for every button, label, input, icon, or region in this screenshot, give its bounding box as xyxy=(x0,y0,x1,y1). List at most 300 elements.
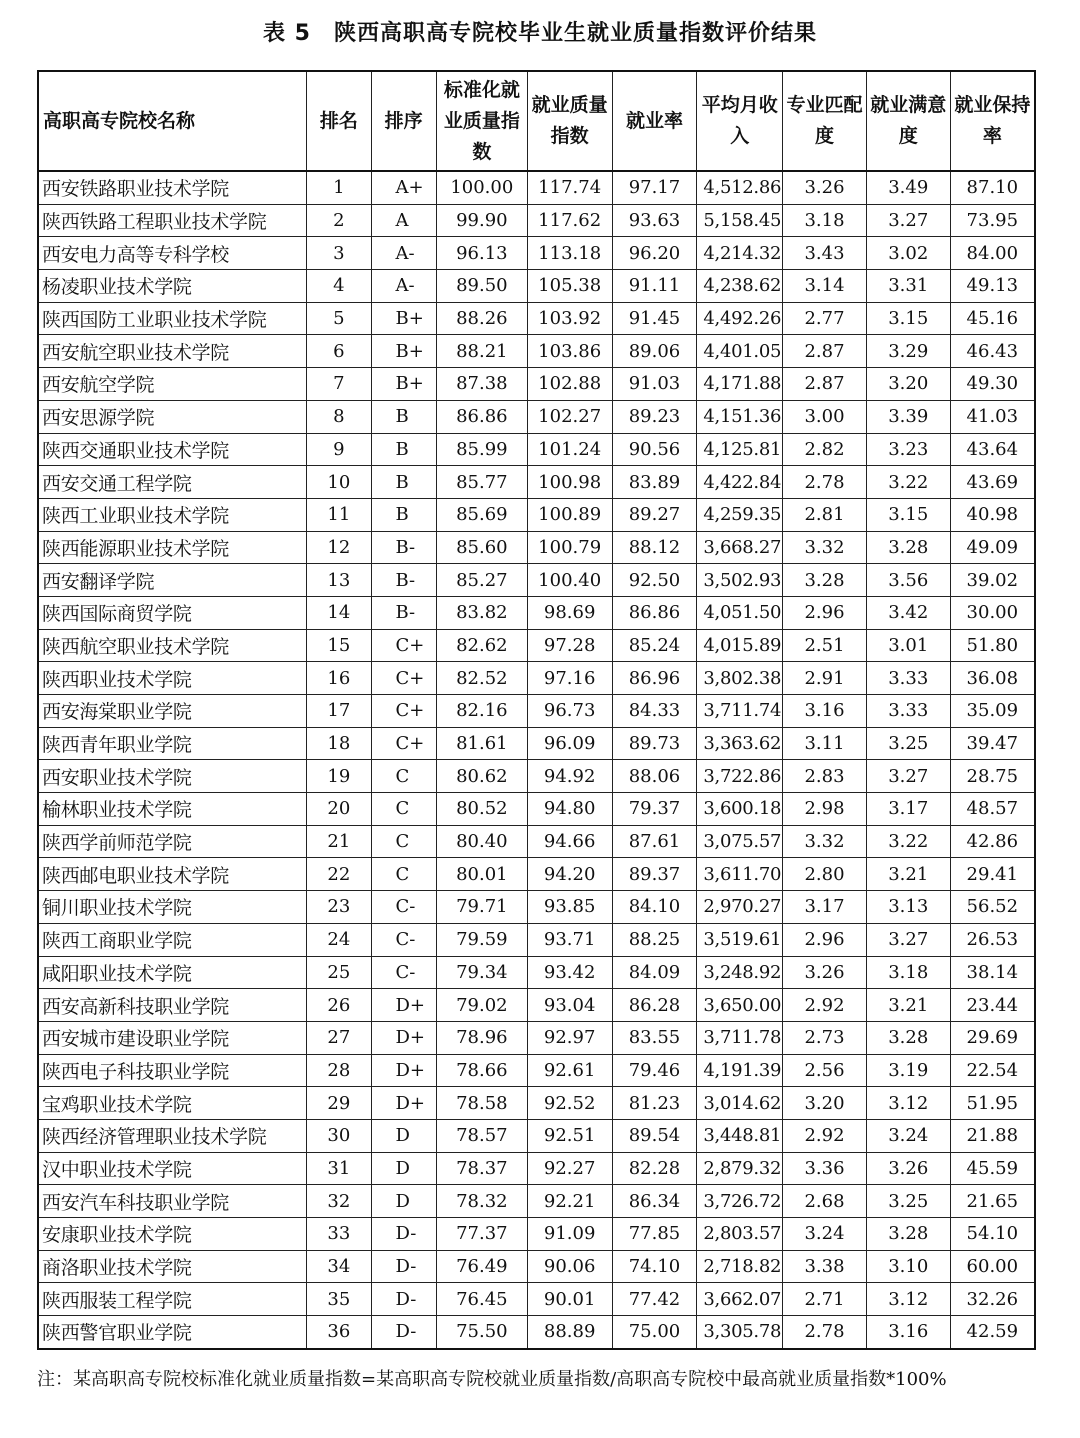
cell-satisfaction: 3.10 xyxy=(866,1250,950,1283)
cell-retention: 49.13 xyxy=(950,270,1035,303)
cell-employment-rate: 86.96 xyxy=(612,662,697,695)
cell-standardized-index: 80.52 xyxy=(436,793,527,826)
cell-monthly-income: 4,051.50 xyxy=(697,596,783,629)
cell-quality-index: 94.92 xyxy=(527,760,612,793)
cell-standardized-index: 78.66 xyxy=(436,1054,527,1087)
cell-major-match: 2.71 xyxy=(783,1283,867,1316)
cell-employment-rate: 89.23 xyxy=(612,400,697,433)
table-row xyxy=(38,466,1035,499)
cell-retention: 51.80 xyxy=(950,629,1035,662)
cell-retention: 46.43 xyxy=(950,335,1035,368)
cell-standardized-index: 83.82 xyxy=(436,596,527,629)
cell-standardized-index: 99.90 xyxy=(436,204,527,237)
header-standardized-index: 标准化就业质量指数 xyxy=(436,71,527,171)
cell-satisfaction: 3.01 xyxy=(866,629,950,662)
cell-satisfaction: 3.39 xyxy=(866,400,950,433)
cell-monthly-income: 2,718.82 xyxy=(697,1250,783,1283)
cell-employment-rate: 97.17 xyxy=(612,171,697,204)
table-row xyxy=(38,858,1035,891)
table-row xyxy=(38,1250,1035,1283)
cell-rank: 5 xyxy=(307,302,371,335)
cell-satisfaction: 3.33 xyxy=(866,662,950,695)
cell-school-name: 陕西航空职业技术学院 xyxy=(38,629,307,662)
table-row xyxy=(38,1218,1035,1251)
cell-employment-rate: 83.89 xyxy=(612,466,697,499)
header-major-match: 专业匹配度 xyxy=(783,71,867,171)
cell-standardized-index: 85.60 xyxy=(436,531,527,564)
cell-rank: 2 xyxy=(307,204,371,237)
cell-standardized-index: 88.26 xyxy=(436,302,527,335)
cell-satisfaction: 3.27 xyxy=(866,204,950,237)
cell-grade: C+ xyxy=(371,629,436,662)
cell-monthly-income: 3,611.70 xyxy=(697,858,783,891)
cell-rank: 7 xyxy=(307,368,371,401)
cell-major-match: 2.78 xyxy=(783,466,867,499)
cell-quality-index: 93.42 xyxy=(527,956,612,989)
cell-quality-index: 96.09 xyxy=(527,727,612,760)
cell-employment-rate: 74.10 xyxy=(612,1250,697,1283)
cell-monthly-income: 4,125.81 xyxy=(697,433,783,466)
cell-major-match: 3.43 xyxy=(783,237,867,270)
cell-major-match: 3.18 xyxy=(783,204,867,237)
cell-quality-index: 117.62 xyxy=(527,204,612,237)
cell-satisfaction: 3.12 xyxy=(866,1283,950,1316)
cell-grade: C- xyxy=(371,891,436,924)
cell-major-match: 2.73 xyxy=(783,1021,867,1054)
cell-school-name: 陕西能源职业技术学院 xyxy=(38,531,307,564)
cell-standardized-index: 85.69 xyxy=(436,498,527,531)
cell-school-name: 安康职业技术学院 xyxy=(38,1218,307,1251)
cell-grade: B xyxy=(371,433,436,466)
cell-satisfaction: 3.22 xyxy=(866,466,950,499)
cell-grade: B+ xyxy=(371,302,436,335)
cell-major-match: 2.92 xyxy=(783,1119,867,1152)
table-row xyxy=(38,1283,1035,1316)
cell-retention: 22.54 xyxy=(950,1054,1035,1087)
cell-satisfaction: 3.22 xyxy=(866,825,950,858)
cell-monthly-income: 4,259.35 xyxy=(697,498,783,531)
table-row xyxy=(38,662,1035,695)
cell-quality-index: 100.40 xyxy=(527,564,612,597)
cell-satisfaction: 3.26 xyxy=(866,1152,950,1185)
cell-retention: 87.10 xyxy=(950,171,1035,204)
cell-standardized-index: 76.45 xyxy=(436,1283,527,1316)
cell-grade: A- xyxy=(371,270,436,303)
cell-school-name: 陕西工业职业技术学院 xyxy=(38,498,307,531)
cell-employment-rate: 77.42 xyxy=(612,1283,697,1316)
cell-rank: 25 xyxy=(307,956,371,989)
cell-major-match: 3.14 xyxy=(783,270,867,303)
cell-major-match: 3.26 xyxy=(783,171,867,204)
cell-major-match: 2.96 xyxy=(783,923,867,956)
cell-grade: C xyxy=(371,858,436,891)
cell-retention: 29.69 xyxy=(950,1021,1035,1054)
cell-retention: 45.59 xyxy=(950,1152,1035,1185)
cell-major-match: 2.77 xyxy=(783,302,867,335)
cell-monthly-income: 3,363.62 xyxy=(697,727,783,760)
cell-school-name: 陕西警官职业学院 xyxy=(38,1316,307,1349)
cell-school-name: 陕西国际商贸学院 xyxy=(38,596,307,629)
cell-quality-index: 113.18 xyxy=(527,237,612,270)
table-row xyxy=(38,825,1035,858)
cell-retention: 42.86 xyxy=(950,825,1035,858)
cell-school-name: 西安高新科技职业学院 xyxy=(38,989,307,1022)
cell-satisfaction: 3.13 xyxy=(866,891,950,924)
header-monthly-income: 平均月收入 xyxy=(697,71,783,171)
cell-school-name: 西安航空职业技术学院 xyxy=(38,335,307,368)
cell-standardized-index: 81.61 xyxy=(436,727,527,760)
cell-monthly-income: 2,803.57 xyxy=(697,1218,783,1251)
cell-rank: 6 xyxy=(307,335,371,368)
cell-rank: 30 xyxy=(307,1119,371,1152)
cell-monthly-income: 2,970.27 xyxy=(697,891,783,924)
cell-retention: 38.14 xyxy=(950,956,1035,989)
table-row xyxy=(38,335,1035,368)
cell-grade: D xyxy=(371,1185,436,1218)
header-rank: 排名 xyxy=(307,71,371,171)
cell-major-match: 2.68 xyxy=(783,1185,867,1218)
cell-quality-index: 102.27 xyxy=(527,400,612,433)
table-row xyxy=(38,400,1035,433)
header-row xyxy=(38,71,1035,171)
cell-rank: 26 xyxy=(307,989,371,1022)
results-table xyxy=(37,70,1036,1350)
cell-grade: D- xyxy=(371,1250,436,1283)
cell-grade: D+ xyxy=(371,1054,436,1087)
cell-satisfaction: 3.18 xyxy=(866,956,950,989)
cell-standardized-index: 78.37 xyxy=(436,1152,527,1185)
cell-school-name: 汉中职业技术学院 xyxy=(38,1152,307,1185)
cell-grade: D+ xyxy=(371,1021,436,1054)
cell-school-name: 陕西工商职业学院 xyxy=(38,923,307,956)
cell-grade: B+ xyxy=(371,368,436,401)
cell-grade: B- xyxy=(371,564,436,597)
cell-quality-index: 93.85 xyxy=(527,891,612,924)
cell-grade: D- xyxy=(371,1283,436,1316)
table-row xyxy=(38,923,1035,956)
cell-quality-index: 91.09 xyxy=(527,1218,612,1251)
cell-grade: D- xyxy=(371,1218,436,1251)
cell-grade: D- xyxy=(371,1316,436,1349)
table-note: 注：某高职高专院校标准化就业质量指数=某高职高专院校就业质量指数/高职高专院校中最高就业质量指数*100% xyxy=(37,1369,947,1390)
cell-grade: C- xyxy=(371,956,436,989)
cell-employment-rate: 84.10 xyxy=(612,891,697,924)
cell-school-name: 杨凌职业技术学院 xyxy=(38,270,307,303)
cell-employment-rate: 96.20 xyxy=(612,237,697,270)
cell-grade: A xyxy=(371,204,436,237)
cell-rank: 12 xyxy=(307,531,371,564)
cell-standardized-index: 86.86 xyxy=(436,400,527,433)
cell-employment-rate: 87.61 xyxy=(612,825,697,858)
cell-quality-index: 98.69 xyxy=(527,596,612,629)
cell-monthly-income: 3,662.07 xyxy=(697,1283,783,1316)
cell-monthly-income: 4,214.32 xyxy=(697,237,783,270)
cell-school-name: 陕西电子科技职业学院 xyxy=(38,1054,307,1087)
cell-monthly-income: 4,171.88 xyxy=(697,368,783,401)
cell-employment-rate: 81.23 xyxy=(612,1087,697,1120)
cell-employment-rate: 91.45 xyxy=(612,302,697,335)
cell-monthly-income: 4,151.36 xyxy=(697,400,783,433)
cell-rank: 23 xyxy=(307,891,371,924)
cell-employment-rate: 89.54 xyxy=(612,1119,697,1152)
cell-retention: 54.10 xyxy=(950,1218,1035,1251)
cell-standardized-index: 75.50 xyxy=(436,1316,527,1349)
cell-grade: C- xyxy=(371,923,436,956)
cell-school-name: 陕西邮电职业技术学院 xyxy=(38,858,307,891)
cell-monthly-income: 3,248.92 xyxy=(697,956,783,989)
cell-employment-rate: 83.55 xyxy=(612,1021,697,1054)
table-row xyxy=(38,1021,1035,1054)
cell-quality-index: 93.71 xyxy=(527,923,612,956)
cell-satisfaction: 3.25 xyxy=(866,727,950,760)
cell-monthly-income: 3,722.86 xyxy=(697,760,783,793)
cell-satisfaction: 3.15 xyxy=(866,498,950,531)
cell-employment-rate: 84.09 xyxy=(612,956,697,989)
cell-standardized-index: 76.49 xyxy=(436,1250,527,1283)
cell-standardized-index: 79.02 xyxy=(436,989,527,1022)
cell-school-name: 西安汽车科技职业学院 xyxy=(38,1185,307,1218)
cell-retention: 48.57 xyxy=(950,793,1035,826)
cell-employment-rate: 84.33 xyxy=(612,695,697,728)
cell-employment-rate: 91.11 xyxy=(612,270,697,303)
cell-monthly-income: 3,711.78 xyxy=(697,1021,783,1054)
cell-quality-index: 92.21 xyxy=(527,1185,612,1218)
cell-monthly-income: 3,519.61 xyxy=(697,923,783,956)
cell-major-match: 3.11 xyxy=(783,727,867,760)
cell-quality-index: 97.28 xyxy=(527,629,612,662)
cell-employment-rate: 77.85 xyxy=(612,1218,697,1251)
cell-school-name: 西安铁路职业技术学院 xyxy=(38,171,307,204)
cell-rank: 27 xyxy=(307,1021,371,1054)
cell-quality-index: 100.98 xyxy=(527,466,612,499)
cell-monthly-income: 3,448.81 xyxy=(697,1119,783,1152)
cell-rank: 15 xyxy=(307,629,371,662)
cell-grade: C+ xyxy=(371,695,436,728)
cell-employment-rate: 82.28 xyxy=(612,1152,697,1185)
cell-school-name: 咸阳职业技术学院 xyxy=(38,956,307,989)
cell-standardized-index: 87.38 xyxy=(436,368,527,401)
cell-rank: 32 xyxy=(307,1185,371,1218)
cell-major-match: 3.36 xyxy=(783,1152,867,1185)
cell-employment-rate: 89.73 xyxy=(612,727,697,760)
header-employment-rate: 就业率 xyxy=(612,71,697,171)
cell-standardized-index: 82.62 xyxy=(436,629,527,662)
cell-quality-index: 90.06 xyxy=(527,1250,612,1283)
table-row xyxy=(38,891,1035,924)
table-row xyxy=(38,433,1035,466)
cell-quality-index: 100.79 xyxy=(527,531,612,564)
cell-retention: 30.00 xyxy=(950,596,1035,629)
cell-standardized-index: 79.71 xyxy=(436,891,527,924)
cell-quality-index: 94.66 xyxy=(527,825,612,858)
cell-satisfaction: 3.16 xyxy=(866,1316,950,1349)
cell-standardized-index: 80.01 xyxy=(436,858,527,891)
table-row xyxy=(38,1185,1035,1218)
table-body xyxy=(38,171,1035,1349)
cell-satisfaction: 3.25 xyxy=(866,1185,950,1218)
cell-rank: 29 xyxy=(307,1087,371,1120)
cell-retention: 21.65 xyxy=(950,1185,1035,1218)
table-row xyxy=(38,368,1035,401)
cell-grade: B xyxy=(371,498,436,531)
cell-rank: 20 xyxy=(307,793,371,826)
cell-standardized-index: 79.34 xyxy=(436,956,527,989)
cell-major-match: 2.87 xyxy=(783,368,867,401)
cell-employment-rate: 93.63 xyxy=(612,204,697,237)
cell-quality-index: 102.88 xyxy=(527,368,612,401)
cell-satisfaction: 3.29 xyxy=(866,335,950,368)
cell-quality-index: 97.16 xyxy=(527,662,612,695)
cell-monthly-income: 4,492.26 xyxy=(697,302,783,335)
cell-retention: 39.47 xyxy=(950,727,1035,760)
cell-satisfaction: 3.33 xyxy=(866,695,950,728)
cell-rank: 24 xyxy=(307,923,371,956)
cell-retention: 39.02 xyxy=(950,564,1035,597)
cell-school-name: 陕西国防工业职业技术学院 xyxy=(38,302,307,335)
table-row xyxy=(38,989,1035,1022)
cell-employment-rate: 90.56 xyxy=(612,433,697,466)
cell-satisfaction: 3.24 xyxy=(866,1119,950,1152)
cell-retention: 23.44 xyxy=(950,989,1035,1022)
cell-employment-rate: 89.37 xyxy=(612,858,697,891)
cell-quality-index: 100.89 xyxy=(527,498,612,531)
cell-retention: 43.64 xyxy=(950,433,1035,466)
header-school-name: 高职高专院校名称 xyxy=(38,71,307,171)
cell-major-match: 2.56 xyxy=(783,1054,867,1087)
cell-rank: 8 xyxy=(307,400,371,433)
cell-major-match: 3.17 xyxy=(783,891,867,924)
cell-rank: 35 xyxy=(307,1283,371,1316)
cell-standardized-index: 77.37 xyxy=(436,1218,527,1251)
cell-rank: 34 xyxy=(307,1250,371,1283)
cell-school-name: 西安交通工程学院 xyxy=(38,466,307,499)
cell-rank: 13 xyxy=(307,564,371,597)
cell-grade: D+ xyxy=(371,989,436,1022)
cell-grade: D+ xyxy=(371,1087,436,1120)
cell-employment-rate: 91.03 xyxy=(612,368,697,401)
table-row xyxy=(38,302,1035,335)
cell-grade: C xyxy=(371,760,436,793)
cell-school-name: 宝鸡职业技术学院 xyxy=(38,1087,307,1120)
table-row xyxy=(38,498,1035,531)
cell-major-match: 2.91 xyxy=(783,662,867,695)
cell-standardized-index: 79.59 xyxy=(436,923,527,956)
cell-retention: 42.59 xyxy=(950,1316,1035,1349)
table-row xyxy=(38,793,1035,826)
cell-rank: 17 xyxy=(307,695,371,728)
cell-monthly-income: 4,238.62 xyxy=(697,270,783,303)
cell-retention: 56.52 xyxy=(950,891,1035,924)
cell-employment-rate: 88.12 xyxy=(612,531,697,564)
table-row xyxy=(38,1152,1035,1185)
cell-rank: 14 xyxy=(307,596,371,629)
cell-monthly-income: 4,512.86 xyxy=(697,171,783,204)
header-retention: 就业保持率 xyxy=(950,71,1035,171)
cell-school-name: 陕西铁路工程职业技术学院 xyxy=(38,204,307,237)
cell-grade: B xyxy=(371,466,436,499)
table-title: 表 5 陕西高职高专院校毕业生就业质量指数评价结果 xyxy=(263,21,817,46)
cell-standardized-index: 80.62 xyxy=(436,760,527,793)
cell-major-match: 2.81 xyxy=(783,498,867,531)
cell-major-match: 2.98 xyxy=(783,793,867,826)
cell-employment-rate: 88.06 xyxy=(612,760,697,793)
table-row xyxy=(38,695,1035,728)
table-row xyxy=(38,237,1035,270)
cell-standardized-index: 85.99 xyxy=(436,433,527,466)
cell-satisfaction: 3.23 xyxy=(866,433,950,466)
cell-employment-rate: 86.28 xyxy=(612,989,697,1022)
cell-satisfaction: 3.12 xyxy=(866,1087,950,1120)
cell-retention: 60.00 xyxy=(950,1250,1035,1283)
cell-retention: 43.69 xyxy=(950,466,1035,499)
cell-retention: 45.16 xyxy=(950,302,1035,335)
cell-rank: 36 xyxy=(307,1316,371,1349)
cell-retention: 41.03 xyxy=(950,400,1035,433)
cell-monthly-income: 3,600.18 xyxy=(697,793,783,826)
cell-monthly-income: 3,075.57 xyxy=(697,825,783,858)
cell-monthly-income: 4,015.89 xyxy=(697,629,783,662)
cell-major-match: 3.20 xyxy=(783,1087,867,1120)
cell-retention: 28.75 xyxy=(950,760,1035,793)
cell-quality-index: 101.24 xyxy=(527,433,612,466)
cell-satisfaction: 3.28 xyxy=(866,531,950,564)
cell-satisfaction: 3.02 xyxy=(866,237,950,270)
cell-monthly-income: 3,305.78 xyxy=(697,1316,783,1349)
cell-quality-index: 117.74 xyxy=(527,171,612,204)
cell-employment-rate: 86.86 xyxy=(612,596,697,629)
cell-quality-index: 88.89 xyxy=(527,1316,612,1349)
cell-major-match: 3.32 xyxy=(783,531,867,564)
table-row xyxy=(38,204,1035,237)
table-row xyxy=(38,727,1035,760)
cell-satisfaction: 3.27 xyxy=(866,760,950,793)
cell-standardized-index: 100.00 xyxy=(436,171,527,204)
cell-monthly-income: 3,014.62 xyxy=(697,1087,783,1120)
cell-rank: 22 xyxy=(307,858,371,891)
cell-monthly-income: 4,401.05 xyxy=(697,335,783,368)
table-row xyxy=(38,270,1035,303)
cell-satisfaction: 3.56 xyxy=(866,564,950,597)
cell-standardized-index: 82.52 xyxy=(436,662,527,695)
cell-satisfaction: 3.28 xyxy=(866,1218,950,1251)
header-quality-index: 就业质量指数 xyxy=(527,71,612,171)
table-row xyxy=(38,1316,1035,1349)
cell-standardized-index: 89.50 xyxy=(436,270,527,303)
table-row xyxy=(38,1087,1035,1120)
cell-monthly-income: 3,650.00 xyxy=(697,989,783,1022)
cell-school-name: 陕西学前师范学院 xyxy=(38,825,307,858)
cell-rank: 19 xyxy=(307,760,371,793)
cell-school-name: 商洛职业技术学院 xyxy=(38,1250,307,1283)
cell-major-match: 2.78 xyxy=(783,1316,867,1349)
cell-monthly-income: 5,158.45 xyxy=(697,204,783,237)
cell-quality-index: 92.52 xyxy=(527,1087,612,1120)
cell-satisfaction: 3.42 xyxy=(866,596,950,629)
cell-major-match: 3.28 xyxy=(783,564,867,597)
table-row xyxy=(38,531,1035,564)
cell-grade: D xyxy=(371,1152,436,1185)
cell-rank: 16 xyxy=(307,662,371,695)
cell-standardized-index: 78.57 xyxy=(436,1119,527,1152)
cell-satisfaction: 3.27 xyxy=(866,923,950,956)
cell-major-match: 2.82 xyxy=(783,433,867,466)
cell-satisfaction: 3.20 xyxy=(866,368,950,401)
cell-major-match: 2.51 xyxy=(783,629,867,662)
cell-satisfaction: 3.31 xyxy=(866,270,950,303)
cell-school-name: 西安思源学院 xyxy=(38,400,307,433)
cell-major-match: 2.83 xyxy=(783,760,867,793)
table-row xyxy=(38,564,1035,597)
